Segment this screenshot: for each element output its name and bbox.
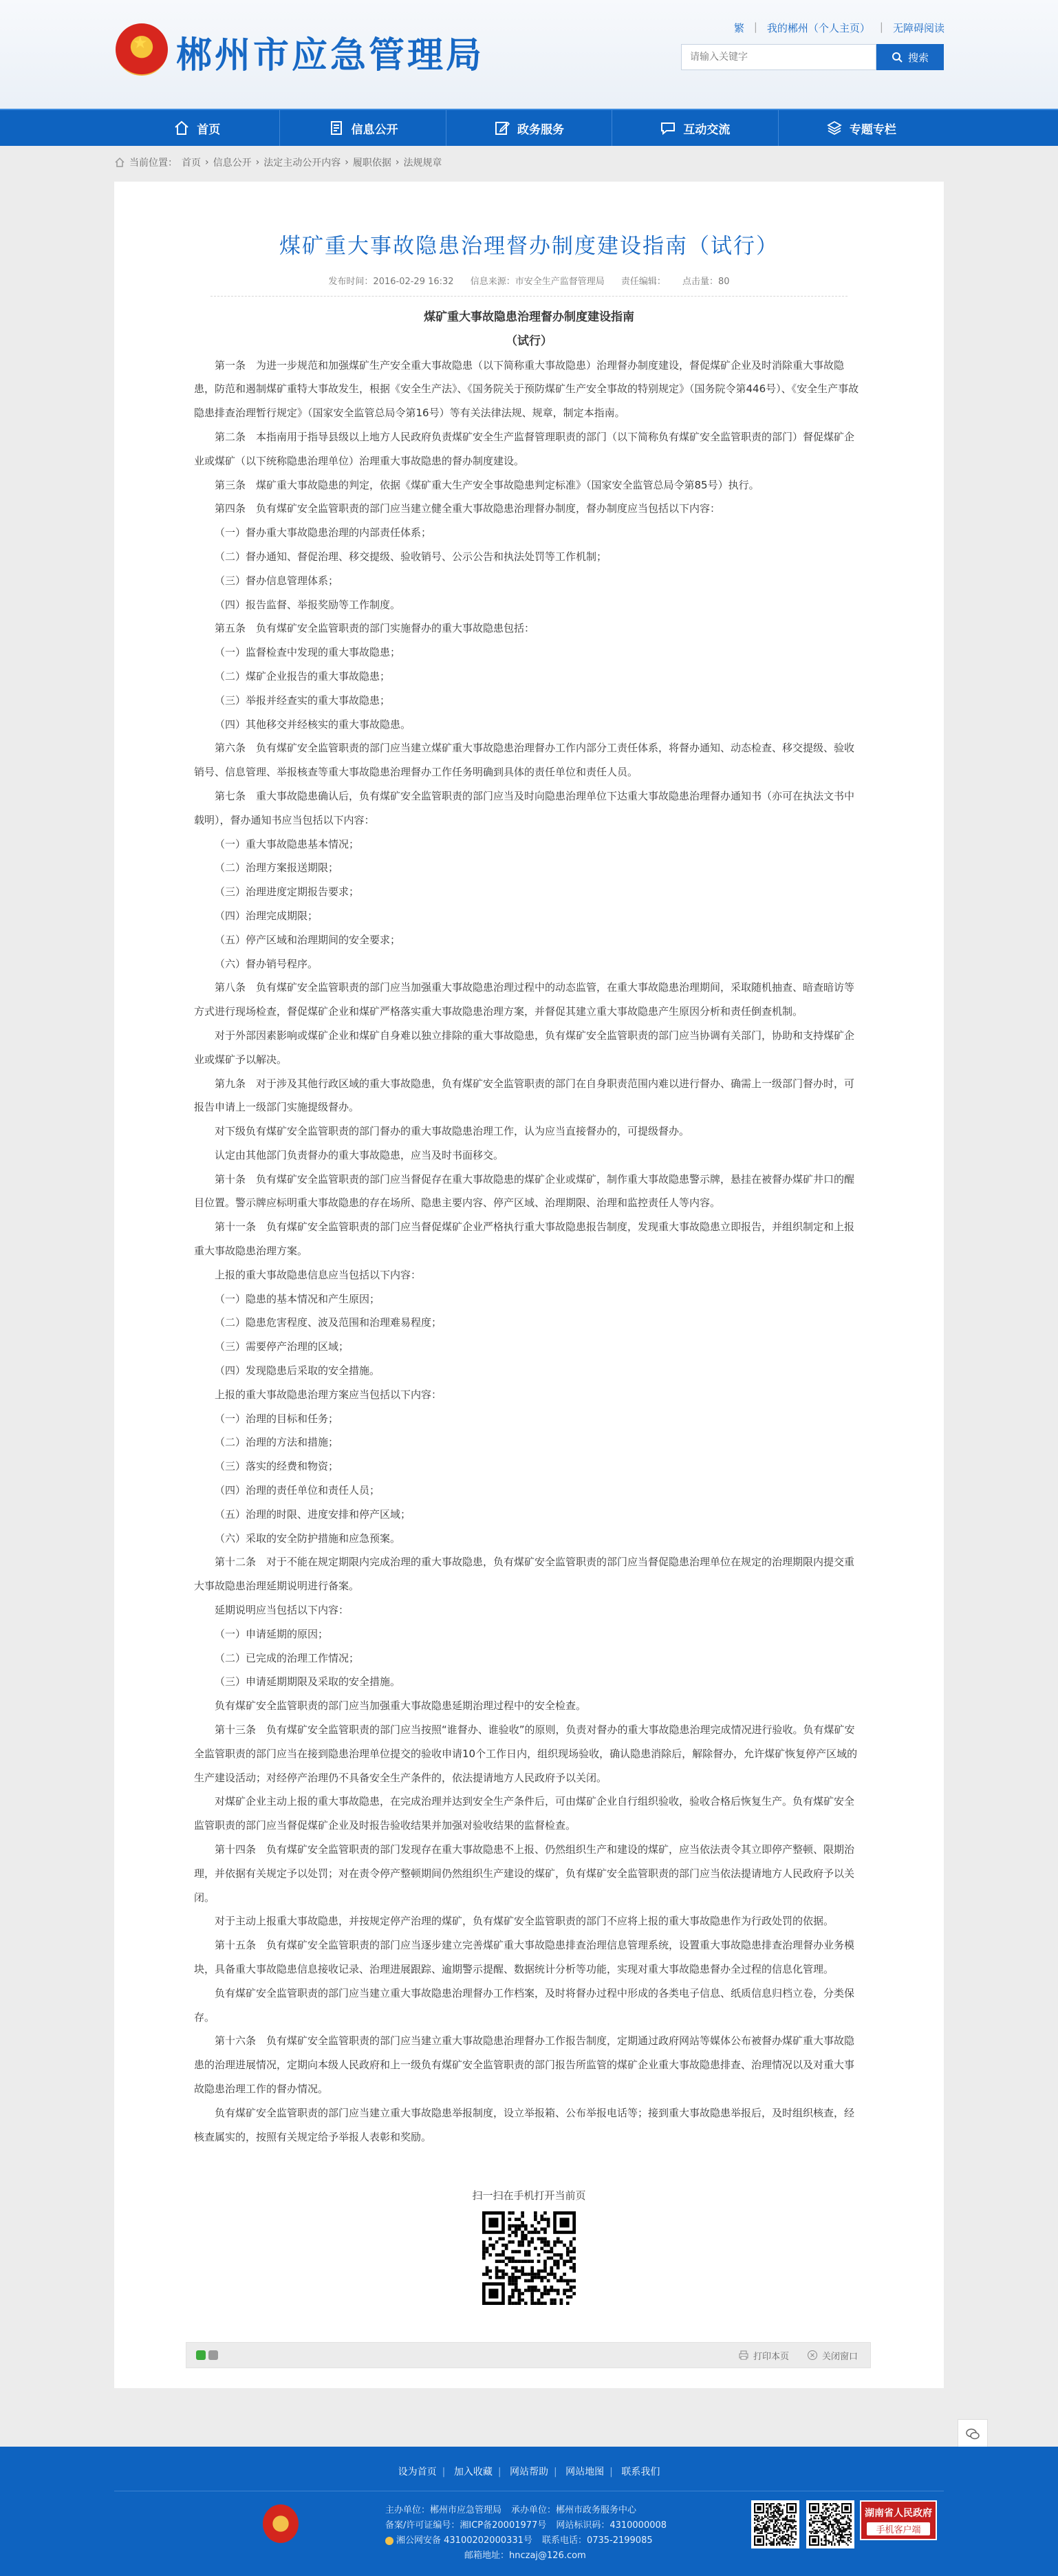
article-paragraph: 负有煤矿安全监管职责的部门应当建立重大事故隐患治理督办工作档案，及时将督办过程中形成的各类电子信息、纸质信息归档立卷，分类保存。 xyxy=(194,1986,855,2024)
close-window-label: 关闭窗口 xyxy=(821,2351,858,2362)
breadcrumb-sep: › xyxy=(395,157,400,168)
article-paragraph: （二）治理的方法和措施； xyxy=(215,1436,339,1449)
article-paragraph: 第五条 负有煤矿安全监管职责的部门实施督办的重大事故隐患包括： xyxy=(215,622,535,635)
my-chenzhou-link[interactable]: 我的郴州（个人主页） xyxy=(766,22,870,34)
top-links xyxy=(734,21,944,35)
article-title: 煤矿重大事故隐患治理督办制度建设指南（试行） xyxy=(279,234,779,259)
article-toolbar xyxy=(186,2342,871,2368)
footer-link[interactable]: 网站帮助 xyxy=(510,2467,548,2478)
article-paragraph: （二）隐患危害程度、波及范围和治理难易程度； xyxy=(215,1316,442,1329)
footer-info xyxy=(385,2503,667,2564)
footer-link[interactable]: 设为首页 xyxy=(398,2467,437,2478)
article-paragraph: 上报的重大事故隐患信息应当包括以下内容： xyxy=(215,1268,422,1281)
divider: | xyxy=(879,21,883,33)
article-paragraph: （四）治理完成期限； xyxy=(215,909,319,922)
article-paragraph: （一）隐患的基本情况和产生原因； xyxy=(215,1292,380,1305)
nav-item-label: 专题专栏 xyxy=(849,122,896,137)
home-icon xyxy=(173,120,190,136)
main-nav xyxy=(0,109,1058,146)
close-window-button[interactable] xyxy=(807,2349,858,2362)
article-body xyxy=(194,305,864,2149)
article-paragraph: （五）停产区域和治理期间的安全要求； xyxy=(215,933,401,946)
chat-icon xyxy=(660,120,676,136)
article-paragraph: 第十四条 负有煤矿安全监管职责的部门发现存在重大事故隐患不上报、仍然组织生产和建设的煤矿，应当依法责令其立即停产整顿、限期治理，并依据有关规定予以处罚；对在责令停产整顿期间仍然组织生产建设的煤矿，负有煤矿安全监管职责的部门应当依法提请地方人民政府予以关闭。 xyxy=(194,1843,855,1904)
article-paragraph: 对煤矿企业主动上报的重大事故隐患，在完成治理并达到安全生产条件后，可由煤矿企业自行组织验收，验收合格后恢复生产。负有煤矿安全监管职责的部门应当督促煤矿企业及时报告验收结果并加强对验收结果的监督检查。 xyxy=(194,1795,855,1832)
traditional-chinese-link[interactable]: 繁 xyxy=(733,22,744,34)
contact-email: 邮箱地址：hnczaj@126.com xyxy=(464,2551,586,2561)
site-footer xyxy=(0,2447,1058,2576)
divider: | xyxy=(554,2467,557,2478)
article-paragraph: （四）治理的责任单位和责任人员； xyxy=(215,1484,380,1497)
article-paragraph: 上报的重大事故隐患治理方案应当包括以下内容： xyxy=(215,1388,442,1401)
article-paragraph: 对于外部因素影响或煤矿企业和煤矿自身难以独立排除的重大事故隐患，负有煤矿安全监管职责的部门应当协调有关部门，协助和支持煤矿企业或煤矿予以解决。 xyxy=(194,1029,855,1066)
police-badge-icon xyxy=(385,2537,393,2545)
article-paragraph: （一）督办重大事故隐患治理的内部责任体系； xyxy=(215,526,432,539)
article-paragraph: 第四条 负有煤矿安全监管职责的部门应当建立健全重大事故隐患治理督办制度，督办制度应当包括以下内容： xyxy=(215,502,721,515)
nav-item-special-topics[interactable] xyxy=(779,110,944,146)
breadcrumb-prefix: 当前位置： xyxy=(129,158,177,169)
search-button[interactable] xyxy=(876,44,944,70)
divider: | xyxy=(442,2467,446,2478)
article-paragraph: 负有煤矿安全监管职责的部门应当加强重大事故隐患延期治理过程中的安全检查。 xyxy=(215,1699,587,1713)
nav-item-label: 互动交流 xyxy=(683,122,731,137)
article-paragraph: （三）治理进度定期报告要求； xyxy=(215,886,360,899)
wechat-icon xyxy=(964,2426,981,2443)
article-paragraph: （三）申请延期期限及采取的安全措施。 xyxy=(215,1675,401,1688)
icp-number[interactable]: 备案/许可证编号：湘ICP备20001977号 xyxy=(385,2520,547,2531)
contact-phone: 联系电话：0735-2199085 xyxy=(541,2535,653,2546)
article-paragraph: 第三条 煤矿重大事故隐患的判定，依据《煤矿重大生产安全事故隐患判定标准》（国家安全监管总局令第85号）执行。 xyxy=(215,478,759,491)
article-paragraph: （三）落实的经费和物资； xyxy=(215,1460,339,1473)
footer-link[interactable]: 联系我们 xyxy=(621,2467,660,2478)
divider: | xyxy=(497,2467,501,2478)
print-button[interactable] xyxy=(738,2349,789,2362)
search-input[interactable] xyxy=(681,44,876,70)
stack-icon xyxy=(826,120,843,136)
article-paragraph: （六）采取的安全防护措施和应急预案。 xyxy=(215,1532,401,1545)
article-paragraph: （二）督办通知、督促治理、移交提级、验收销号、公示公告和执法处罚等工作机制； xyxy=(215,550,607,563)
article-paragraph: 第十一条 负有煤矿安全监管职责的部门应当督促煤矿企业严格执行重大事故隐患报告制度，发现重大事故隐患立即报告，并组织制定和上报重大事故隐患治理方案。 xyxy=(194,1221,855,1258)
article-paragraph: 对下级负有煤矿安全监管职责的部门督办的重大事故隐患治理工作，认为应当直接督办的，可提级督办。 xyxy=(215,1125,690,1138)
article-paragraph: （一）重大事故隐患基本情况； xyxy=(215,837,360,850)
wechat-qr-code xyxy=(751,2500,799,2548)
nav-item-home[interactable] xyxy=(114,110,280,146)
gov-app-line2: 手机客户端 xyxy=(867,2522,930,2535)
document-icon xyxy=(328,120,345,136)
responsible-editor: 责任编辑： xyxy=(620,277,666,287)
printer-icon xyxy=(738,2350,749,2361)
article-paragraph: 认定由其他部门负责督办的重大事故隐患，应当及时书面移交。 xyxy=(215,1148,504,1161)
article-paragraph: （二）已完成的治理工作情况； xyxy=(215,1651,360,1664)
article-paragraph: （三）举报并经查实的重大事故隐患； xyxy=(215,694,391,707)
article-meta xyxy=(114,274,944,287)
qr-caption: 扫一扫在手机打开当前页 xyxy=(472,2189,586,2202)
nav-item-info-disclosure[interactable] xyxy=(280,110,446,146)
article-paragraph: （一）申请延期的原因； xyxy=(215,1627,329,1640)
article-paragraph: 延期说明应当包括以下内容： xyxy=(215,1604,349,1617)
article-paragraph: 第二条 本指南用于指导县级以上地方人民政府负责煤矿安全生产监督管理职责的部门（以下简称负有煤矿安全监管职责的部门）督促煤矿企业或煤矿（以下统称隐患治理单位）治理重大事故隐患的督办制度建设。 xyxy=(194,430,855,467)
edit-icon xyxy=(494,120,510,136)
share-icons xyxy=(196,2350,218,2360)
article-paragraph: （二）治理方案报送期限； xyxy=(215,861,339,874)
article-paragraph: 第十二条 对于不能在规定期限内完成治理的重大事故隐患，负有煤矿安全监管职责的部门应当督促隐患治理单位在规定的治理期限内提交重大事故隐患治理延期说明进行备案。 xyxy=(194,1556,855,1593)
breadcrumb-sep: › xyxy=(205,157,209,168)
breadcrumb xyxy=(114,155,442,169)
article-paragraph: （二）煤矿企业报告的重大事故隐患； xyxy=(215,669,391,683)
search-button-label: 搜索 xyxy=(907,51,929,64)
qr-code xyxy=(482,2211,576,2305)
article-paragraph: 第十六条 负有煤矿安全监管职责的部门应当建立重大事故隐患治理督办工作报告制度，定期通过政府网站等媒体公布被督办煤矿重大事故隐患的治理进展情况，定期向本级人民政府和上一级负有煤矿安全监管职责的部门报告所监管的煤矿企业重大事故隐患排查、治理情况以及对重大事故隐患治理工作的督办情况。 xyxy=(194,2035,855,2095)
article-paragraph: 第六条 负有煤矿安全监管职责的部门应当建立煤矿重大事故隐患治理督办工作内部分工责任体系，将督办通知、动态检查、移交提级、验收销号、信息管理、举报核查等重大事故隐患治理督办工作任务明确到具体的责任单位和责任人员。 xyxy=(194,742,855,779)
article-paragraph: （三）督办信息管理体系； xyxy=(215,574,339,587)
article-paragraph: （四）其他移交并经核实的重大事故隐患。 xyxy=(215,718,411,731)
article-paragraph: 第十条 负有煤矿安全监管职责的部门应当督促存在重大事故隐患的煤矿企业或煤矿，制作重大事故隐患警示牌，悬挂在被督办煤矿井口的醒目位置。警示牌应标明重大事故隐患的存在场所、隐患主要内容、停产区域、治理期限、治理和监控责任人等内容。 xyxy=(194,1172,855,1210)
breadcrumb-item[interactable]: 信息公开 xyxy=(213,158,252,169)
national-emblem-logo xyxy=(116,23,168,76)
breadcrumb-sep: › xyxy=(345,157,349,168)
footer-link[interactable]: 网站地图 xyxy=(565,2467,605,2478)
home-icon xyxy=(114,157,125,168)
article-paragraph: （三）需要停产治理的区域； xyxy=(215,1340,349,1353)
article-paragraph: （一）治理的目标和任务； xyxy=(215,1412,339,1425)
click-count: 点击量：80 xyxy=(682,277,730,287)
search-icon xyxy=(892,52,903,63)
article-paragraph: 第十三条 负有煤矿安全监管职责的部门应当按照“谁督办、谁验收”的原则，负责对督办的重大事故隐患治理完成情况进行验收。负有煤矿安全监管职责的部门应当在接到隐患治理单位提交的验收申请10个工作日内，组织现场验收，确认隐患消除后，解除督办，允许煤矿恢复停产区域的生产建设活动；对经停产治理仍不具备安全生产条件的，依法提请地方人民政府予以关闭。 xyxy=(194,1724,858,1784)
article-paragraph: （六）督办销号程序。 xyxy=(215,957,319,970)
divider xyxy=(210,296,848,297)
nav-item-label: 信息公开 xyxy=(351,122,398,137)
wechat-float-button[interactable] xyxy=(958,2419,988,2449)
article-paragraph: （四）报告监督、举报奖励等工作制度。 xyxy=(215,598,401,611)
info-source: 信息来源：市安全生产监督管理局 xyxy=(470,277,605,287)
article-paragraph: 第八条 负有煤矿安全监管职责的部门应当加强重大事故隐患治理过程中的动态监管，在重大事故隐患治理期间，采取随机抽查、暗查暗访等方式进行现场检查，督促煤矿企业和煤矿严格落实重大事故隐患治理方案，并督促其建立重大事故隐患产生原因分析和责任倒查机制。 xyxy=(194,981,855,1018)
party-gov-badge-logo[interactable] xyxy=(263,2504,299,2543)
breadcrumb-item[interactable]: 首页 xyxy=(182,158,201,169)
print-label: 打印本页 xyxy=(753,2351,789,2362)
article-paragraph: 第一条 为进一步规范和加强煤矿生产安全重大事故隐患（以下简称重大事故隐患）治理督办制度建设，督促煤矿企业及时消除重大事故隐患，防范和遏制煤矿重特大事故发生，根据《安全生产法》、《国务院关于预防煤矿生产安全事故的特别规定》（国务院令第446号）、《安全生产事故隐患排查治理暂行规定》（国家安全监管总局令第16号）等有关法律法规、规章，制定本指南。 xyxy=(194,358,859,420)
article-paragraph: 第九条 对于涉及其他行政区域的重大事故隐患，负有煤矿安全监管职责的部门在自身职责范围内难以进行督办、确需上一级部门督办时，可报告申请上一级部门实施提级督办。 xyxy=(194,1077,855,1114)
weibo-qr-code xyxy=(806,2500,854,2548)
footer-link[interactable]: 加入收藏 xyxy=(453,2467,493,2478)
article-paragraph: 第七条 重大事故隐患确认后，负有煤矿安全监管职责的部门应当及时向隐患治理单位下达重大事故隐患治理督办通知书（亦可在执法文书中载明），督办通知书应当包括以下内容： xyxy=(194,789,855,826)
breadcrumb-item[interactable]: 履职依据 xyxy=(352,158,391,169)
divider: | xyxy=(609,2467,613,2478)
article-paragraph: 对于主动上报重大事故隐患，并按规定停产治理的煤矿，负有煤矿安全监管职责的部门不应将上报的重大事故隐患作为行政处罚的依据。 xyxy=(215,1915,834,1928)
article-heading: 煤矿重大事故隐患治理督办制度建设指南 xyxy=(424,310,634,324)
organizer: 承办单位：郴州市政务服务中心 xyxy=(511,2505,637,2515)
wechat-share-icon[interactable] xyxy=(196,2350,206,2360)
article-paragraph: 负有煤矿安全监管职责的部门应当建立重大事故隐患举报制度，设立举报箱、公布举报电话等；接到重大事故隐患举报后，及时组织核查，经核查属实的，按照有关规定给予举报人表彰和奖励。 xyxy=(194,2106,855,2143)
nav-item-interaction[interactable] xyxy=(612,110,778,146)
hunan-gov-app-badge[interactable] xyxy=(860,2500,937,2540)
nav-item-label: 政务服务 xyxy=(517,122,565,137)
article-panel xyxy=(114,182,944,2388)
article-paragraph: 第十五条 负有煤矿安全监管职责的部门应当逐步建立完善煤矿重大事故隐患排查治理信息管理系统，设置重大事故隐患排查治理督办业务模块，具备重大事故隐患信息接收记录、治理进展跟踪、逾期警示提醒、数据统计分析等功能，实现对重大事故隐患督办全过程的信息化管理。 xyxy=(194,1939,855,1975)
footer-links xyxy=(0,2465,1058,2478)
sponsor: 主办单位：郴州市应急管理局 xyxy=(385,2505,502,2515)
article-subheading: （试行） xyxy=(506,334,552,348)
breadcrumb-sep: › xyxy=(255,157,260,168)
site-title[interactable]: 郴州市应急管理局 xyxy=(176,35,485,76)
nav-item-label: 首页 xyxy=(197,122,221,137)
divider: | xyxy=(753,21,757,33)
publish-time: 发布时间：2016-02-29 16:32 xyxy=(328,277,454,287)
accessibility-link[interactable]: 无障碍阅读 xyxy=(892,22,944,34)
breadcrumb-item[interactable]: 法规规章 xyxy=(403,158,442,169)
site-header xyxy=(0,0,1058,109)
article-paragraph: （五）治理的时限、进度安排和停产区域； xyxy=(215,1507,411,1521)
breadcrumb-item[interactable]: 法定主动公开内容 xyxy=(263,158,341,169)
nav-item-gov-services[interactable] xyxy=(446,110,612,146)
close-icon xyxy=(807,2350,818,2361)
share-icon[interactable] xyxy=(208,2350,218,2360)
article-paragraph: （四）发现隐患后采取的安全措施。 xyxy=(215,1364,380,1377)
site-code: 网站标识码：4310000008 xyxy=(556,2520,667,2531)
police-record[interactable]: 湘公网安备 43100202000331号 xyxy=(396,2535,532,2546)
article-paragraph: （一）监督检查中发现的重大事故隐患； xyxy=(215,646,401,659)
gov-app-line1: 湖南省人民政府 xyxy=(865,2508,932,2519)
